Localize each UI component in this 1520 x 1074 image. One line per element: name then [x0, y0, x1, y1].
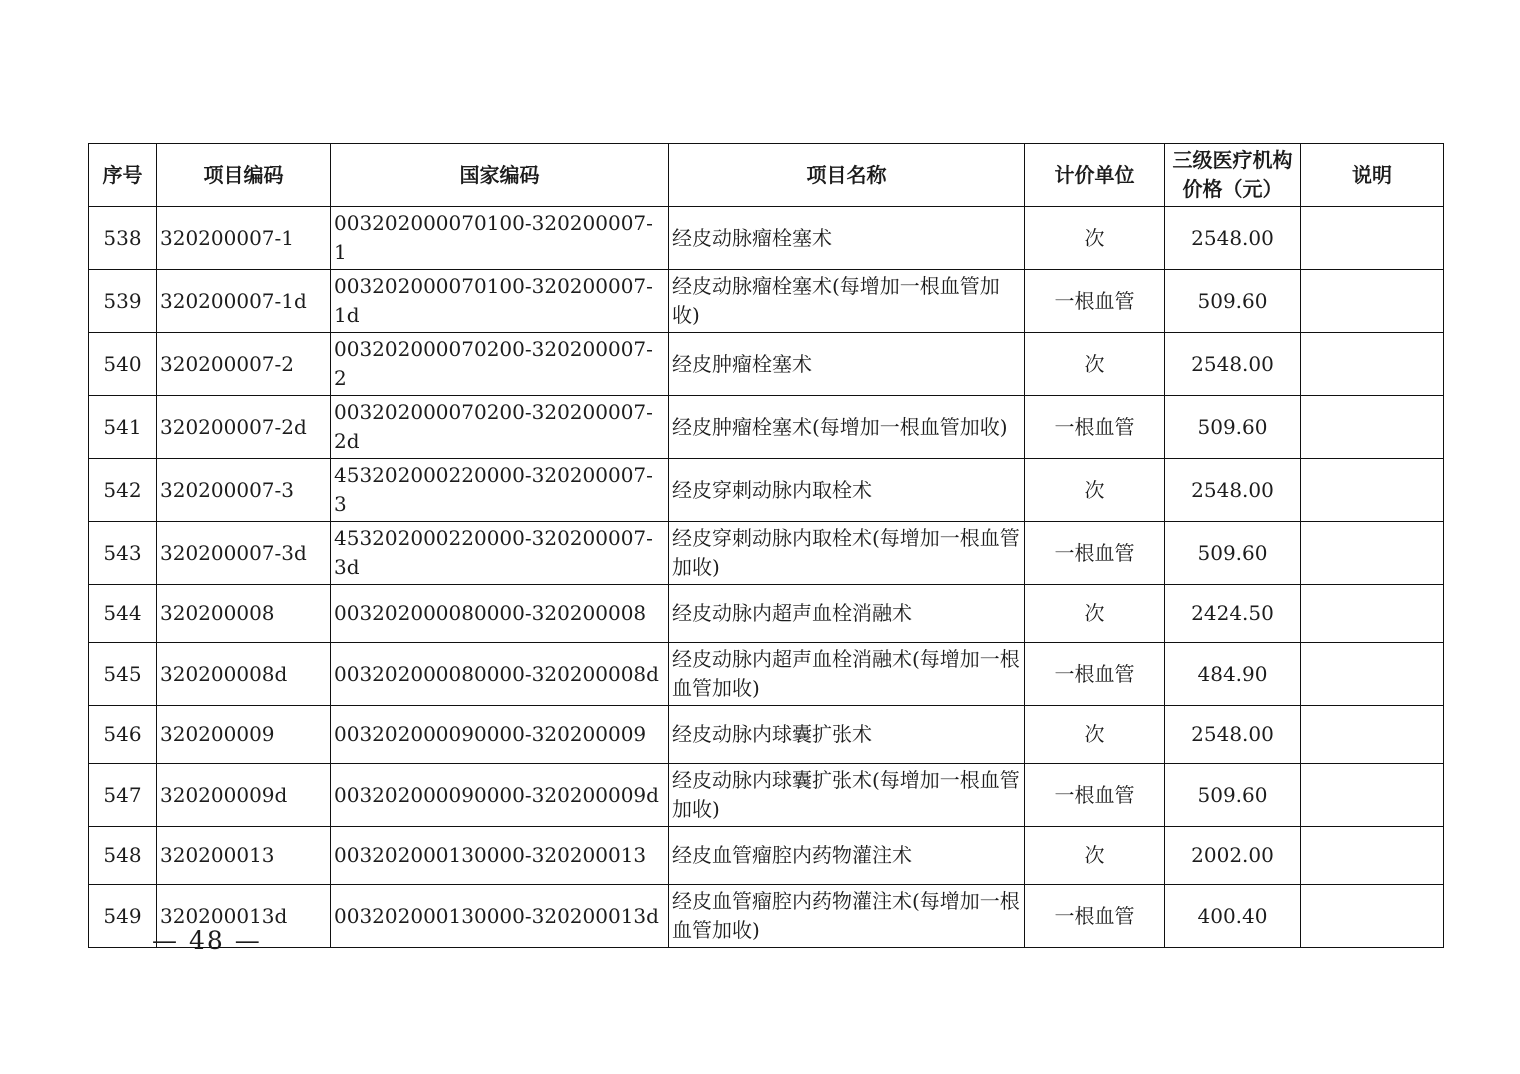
cell-price: 2548.00	[1165, 459, 1301, 522]
cell-price: 2424.50	[1165, 585, 1301, 643]
medical-price-table	[88, 143, 1444, 948]
cell-price: 509.60	[1165, 270, 1301, 333]
cell-seq: 541	[89, 396, 157, 459]
cell-price: 2002.00	[1165, 827, 1301, 885]
cell-code: 320200007-1	[157, 207, 331, 270]
cell-note	[1301, 333, 1444, 396]
cell-unit: 次	[1025, 585, 1165, 643]
cell-name: 经皮动脉内球囊扩张术(每增加一根血管加收)	[669, 764, 1025, 827]
cell-national_code: 003202000080000-320200008	[331, 585, 669, 643]
table-row	[89, 643, 1444, 706]
table-row	[89, 396, 1444, 459]
cell-seq: 546	[89, 706, 157, 764]
header-unit: 计价单位	[1025, 144, 1165, 207]
cell-note	[1301, 522, 1444, 585]
cell-name: 经皮血管瘤腔内药物灌注术	[669, 827, 1025, 885]
cell-name: 经皮肿瘤栓塞术	[669, 333, 1025, 396]
cell-seq: 540	[89, 333, 157, 396]
cell-name: 经皮动脉瘤栓塞术	[669, 207, 1025, 270]
cell-price: 2548.00	[1165, 706, 1301, 764]
header-note: 说明	[1301, 144, 1444, 207]
cell-unit: 一根血管	[1025, 764, 1165, 827]
cell-unit: 一根血管	[1025, 396, 1165, 459]
cell-note	[1301, 643, 1444, 706]
cell-national_code: 003202000090000-320200009	[331, 706, 669, 764]
page-number: — 48 —	[152, 926, 262, 955]
cell-code: 320200007-3	[157, 459, 331, 522]
cell-price: 509.60	[1165, 396, 1301, 459]
table-body	[89, 207, 1444, 948]
cell-name: 经皮穿刺动脉内取栓术(每增加一根血管加收)	[669, 522, 1025, 585]
cell-note	[1301, 827, 1444, 885]
table-row	[89, 333, 1444, 396]
table-row	[89, 764, 1444, 827]
cell-name: 经皮动脉内球囊扩张术	[669, 706, 1025, 764]
cell-code: 320200008	[157, 585, 331, 643]
cell-seq: 538	[89, 207, 157, 270]
cell-national_code: 003202000070100-320200007-1d	[331, 270, 669, 333]
cell-unit: 次	[1025, 706, 1165, 764]
cell-national_code: 003202000070100-320200007-1	[331, 207, 669, 270]
cell-code: 320200007-3d	[157, 522, 331, 585]
cell-national_code: 003202000090000-320200009d	[331, 764, 669, 827]
cell-price: 2548.00	[1165, 333, 1301, 396]
cell-code: 320200013	[157, 827, 331, 885]
cell-name: 经皮动脉内超声血栓消融术(每增加一根血管加收)	[669, 643, 1025, 706]
table-row	[89, 207, 1444, 270]
cell-national_code: 003202000080000-320200008d	[331, 643, 669, 706]
cell-national_code: 453202000220000-320200007-3d	[331, 522, 669, 585]
cell-code: 320200007-2d	[157, 396, 331, 459]
cell-name: 经皮动脉内超声血栓消融术	[669, 585, 1025, 643]
cell-code: 320200013d	[157, 885, 331, 948]
table-row	[89, 270, 1444, 333]
cell-unit: 一根血管	[1025, 885, 1165, 948]
cell-name: 经皮肿瘤栓塞术(每增加一根血管加收)	[669, 396, 1025, 459]
cell-note	[1301, 396, 1444, 459]
cell-national_code: 003202000070200-320200007-2d	[331, 396, 669, 459]
cell-unit: 一根血管	[1025, 643, 1165, 706]
cell-seq: 544	[89, 585, 157, 643]
header-code: 项目编码	[157, 144, 331, 207]
cell-note	[1301, 585, 1444, 643]
header-row	[89, 144, 1444, 207]
header-seq: 序号	[89, 144, 157, 207]
cell-unit: 次	[1025, 459, 1165, 522]
cell-name: 经皮动脉瘤栓塞术(每增加一根血管加收)	[669, 270, 1025, 333]
cell-price: 484.90	[1165, 643, 1301, 706]
cell-name: 经皮血管瘤腔内药物灌注术(每增加一根血管加收)	[669, 885, 1025, 948]
cell-unit: 次	[1025, 827, 1165, 885]
cell-unit: 次	[1025, 207, 1165, 270]
cell-unit: 一根血管	[1025, 522, 1165, 585]
cell-price: 400.40	[1165, 885, 1301, 948]
cell-unit: 一根血管	[1025, 270, 1165, 333]
cell-unit: 次	[1025, 333, 1165, 396]
cell-seq: 543	[89, 522, 157, 585]
cell-national_code: 453202000220000-320200007-3	[331, 459, 669, 522]
cell-note	[1301, 706, 1444, 764]
cell-seq: 548	[89, 827, 157, 885]
cell-national_code: 003202000130000-320200013	[331, 827, 669, 885]
cell-price: 2548.00	[1165, 207, 1301, 270]
table-row	[89, 827, 1444, 885]
header-price: 三级医疗机构价格（元）	[1165, 144, 1301, 207]
cell-note	[1301, 459, 1444, 522]
cell-note	[1301, 885, 1444, 948]
table-row	[89, 885, 1444, 948]
cell-national_code: 003202000130000-320200013d	[331, 885, 669, 948]
cell-name: 经皮穿刺动脉内取栓术	[669, 459, 1025, 522]
cell-seq: 542	[89, 459, 157, 522]
cell-seq: 547	[89, 764, 157, 827]
cell-note	[1301, 270, 1444, 333]
cell-seq: 539	[89, 270, 157, 333]
cell-national_code: 003202000070200-320200007-2	[331, 333, 669, 396]
table-row	[89, 522, 1444, 585]
cell-seq: 549	[89, 885, 157, 948]
cell-code: 320200007-1d	[157, 270, 331, 333]
table-header	[89, 144, 1444, 207]
header-national-code: 国家编码	[331, 144, 669, 207]
cell-seq: 545	[89, 643, 157, 706]
cell-note	[1301, 764, 1444, 827]
header-name: 项目名称	[669, 144, 1025, 207]
table-row	[89, 585, 1444, 643]
cell-price: 509.60	[1165, 764, 1301, 827]
table-row	[89, 459, 1444, 522]
cell-code: 320200009	[157, 706, 331, 764]
cell-code: 320200009d	[157, 764, 331, 827]
cell-code: 320200007-2	[157, 333, 331, 396]
cell-code: 320200008d	[157, 643, 331, 706]
cell-note	[1301, 207, 1444, 270]
table-row	[89, 706, 1444, 764]
cell-price: 509.60	[1165, 522, 1301, 585]
